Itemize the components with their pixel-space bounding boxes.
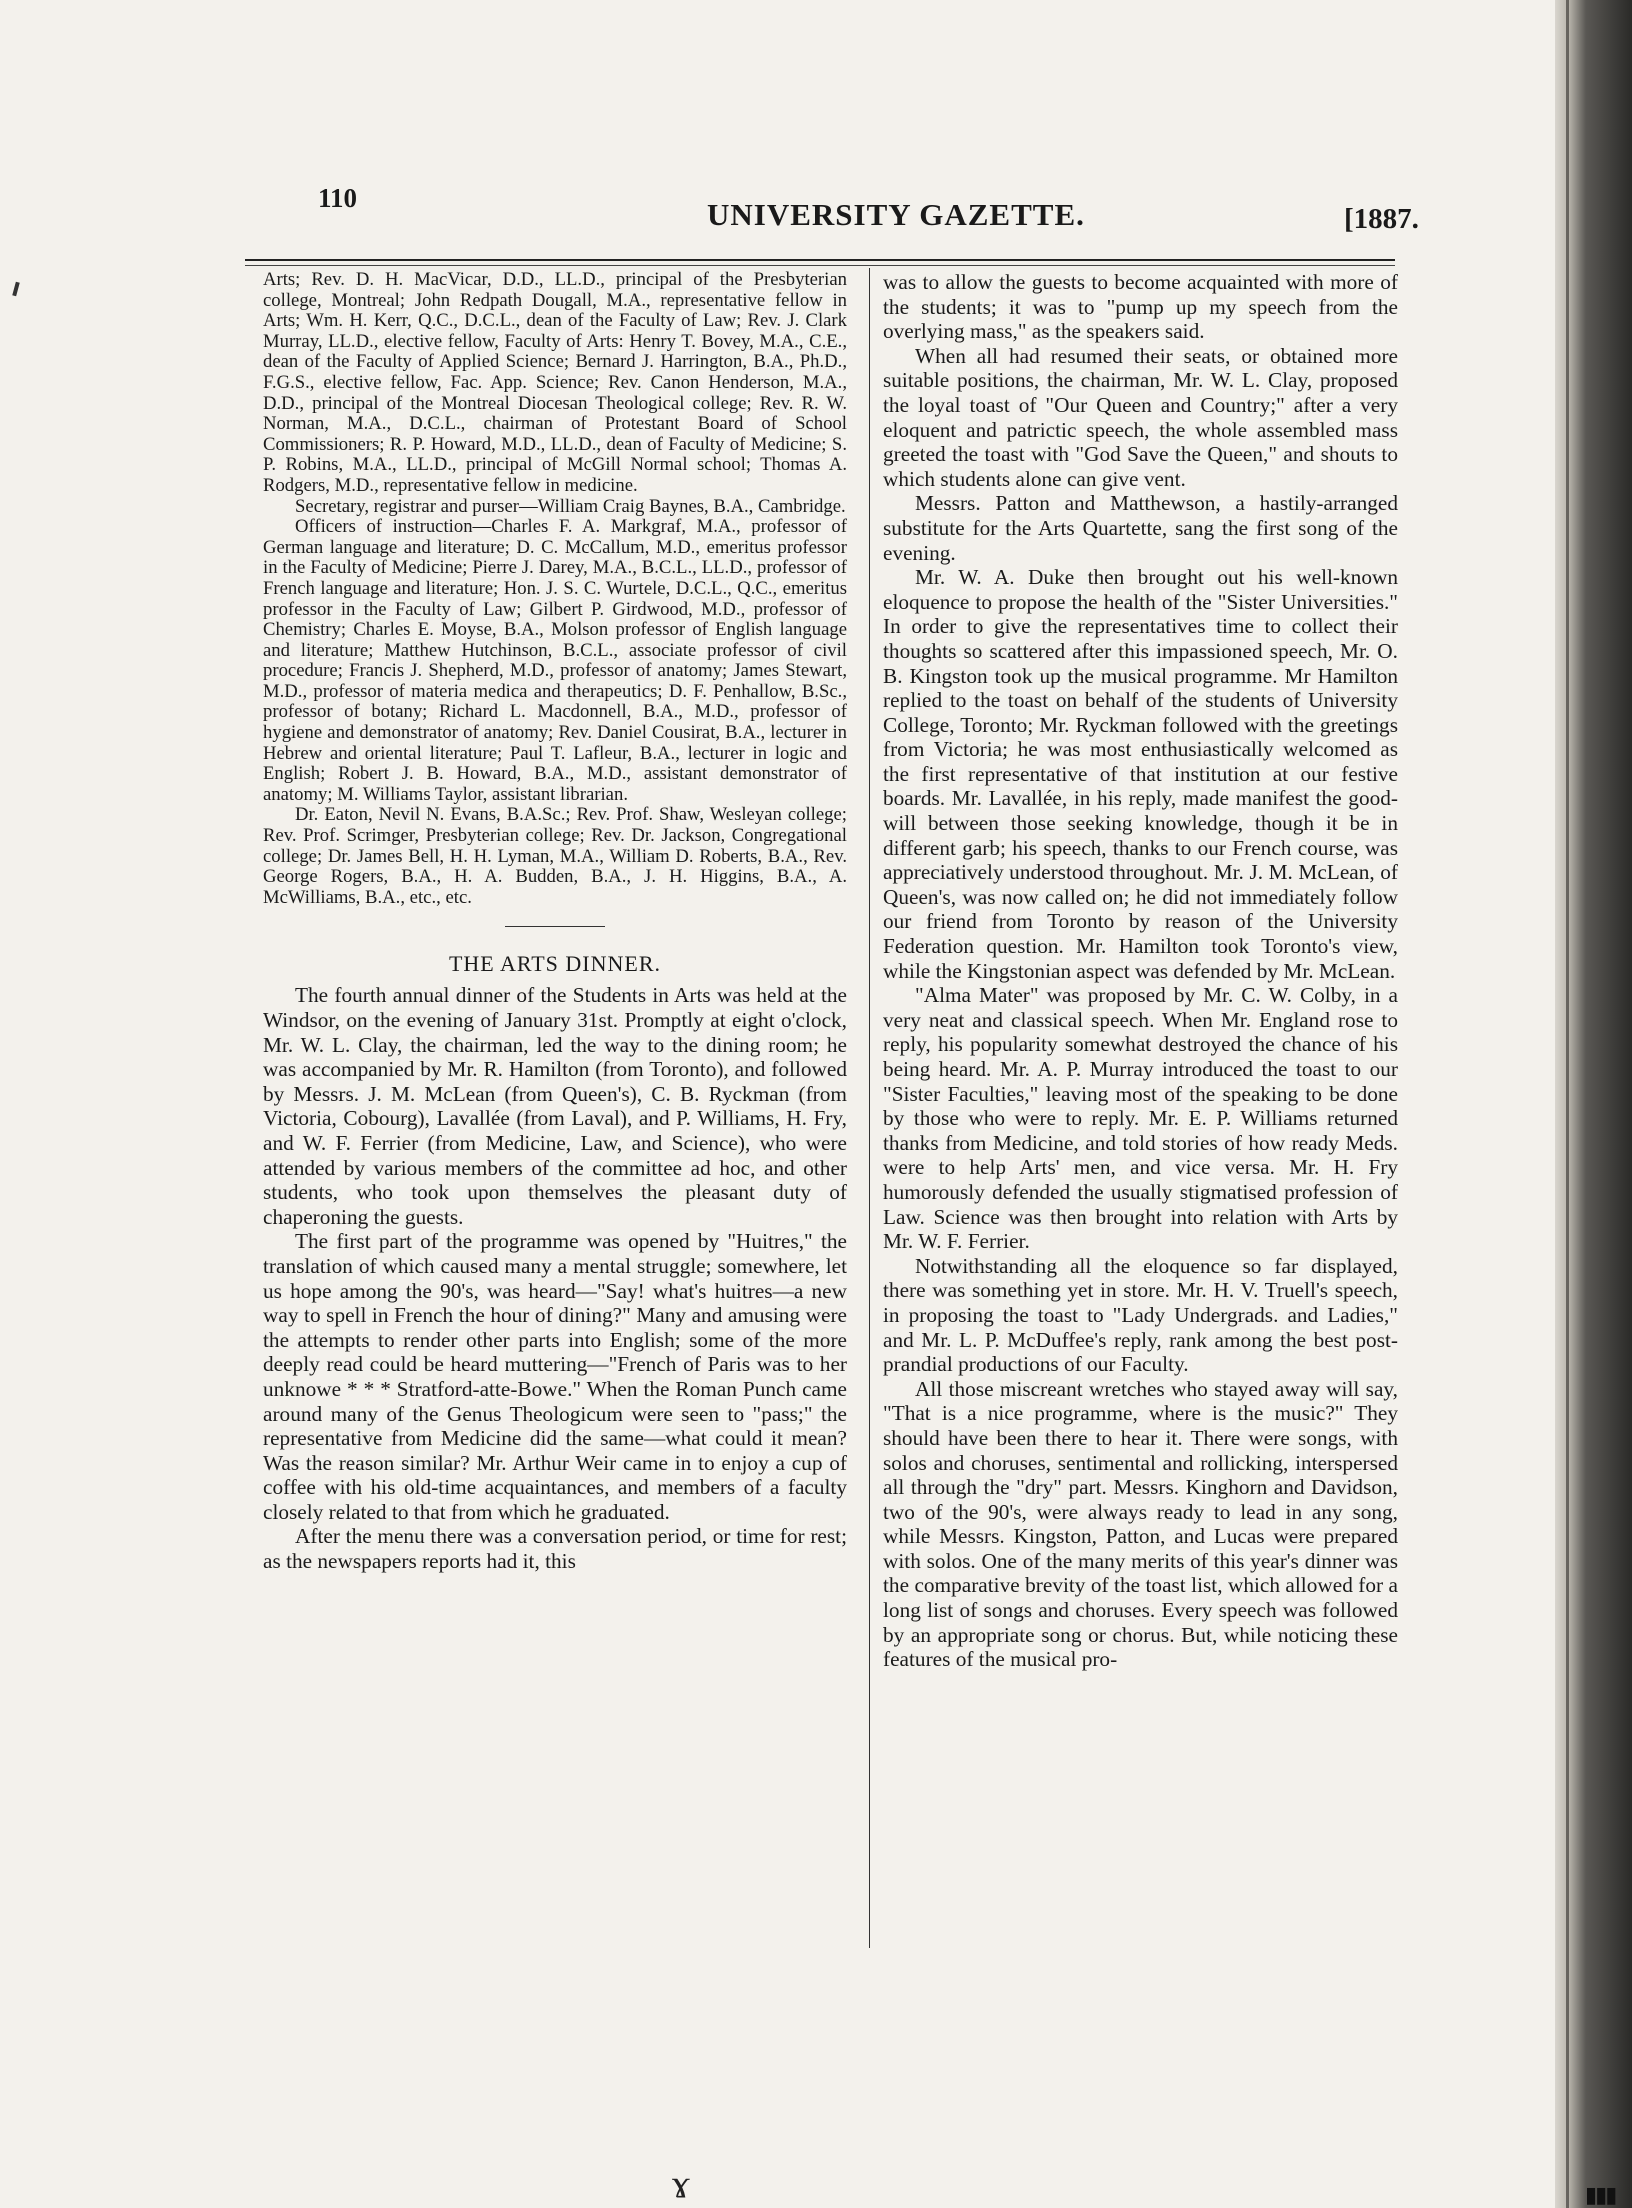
page-number: 110 bbox=[318, 183, 358, 213]
header-rule bbox=[245, 259, 1395, 261]
scan-fold-line bbox=[1566, 0, 1569, 2208]
running-title: UNIVERSITY GAZETTE. bbox=[707, 197, 1085, 232]
scan-corner-artifact: ▮▮▮ bbox=[1585, 2182, 1616, 2207]
running-year: [1887. bbox=[1344, 203, 1419, 235]
article-paragraph: Notwithstanding all the eloquence so far displayed, there was something yet in store. Mr. H. V. Truell's speech, in proposing the toast to "Lady Undergrads. and Ladies," and Mr. L. P. McDuffee's reply, rank among the best post-prandial productions of our Faculty. bbox=[883, 1253, 1398, 1377]
guest-list-paragraph: Dr. Eaton, Nevil N. Evans, B.A.Sc.; Rev. Prof. Shaw, Wesleyan college; Rev. Prof. Scrimger, Presbyterian college; Rev. Dr. Jackson, Congregational college; Dr. James Bell, H. H. Lyman, M.A., William D. Roberts, B.A., Rev. George Rogers, B.A., H. A. Budden, B.A., J. H. Higgins, B.A., A. McWilliams, B.A., etc., etc. bbox=[263, 804, 847, 908]
article-paragraph: The fourth annual dinner of the Students in Arts was held at the Windsor, on the evening of January 31st. Promptly at eight o'clock, Mr. W. L. Clay, the chairman, led the way to the dining room; he was accompanied by Mr. R. Hamilton (from Toronto), and followed by Messrs. J. M. McLean (from Queen's), C. B. Ryckman (from Victoria, Cobourg), Lavallée (from Laval), and P. Williams, H. Fry, and W. F. Ferrier (from Medicine, Law, and Science), who were attended by various members of the committee ad hoc, and other students, who took upon themselves the pleasant duty of chaperoning the guests. bbox=[263, 983, 847, 1229]
guest-list-paragraph: Officers of instruction—Charles F. A. Markgraf, M.A., professor of German language and literature; D. C. McCallum, M.D., emeritus professor in the Faculty of Medicine; Pierre J. Darey, M.A., B.C.L., LL.D., professor of French language and literature; Hon. J. S. C. Wurtele, D.C.L., Q.C., emeritus professor in the Faculty of Law; Gilbert P. Girdwood, M.D., professor of Chemistry; Charles E. Moyse, B.A., Molson professor of English language and literature; Matthew Hutchinson, B.C.L., associate professor of civil procedure; Francis J. Shepherd, M.D., professor of anatomy; James Stewart, M.D., professor of materia medica and therapeutics; D. F. Penhallow, B.Sc., professor of botany; Richard L. Macdonnell, B.A., M.D., professor of hygiene and demonstrator of anatomy; Rev. Daniel Cousirat, B.A., lecturer in Hebrew and oriental literature; Paul T. Lafleur, B.A., lecturer in logic and English; Robert J. B. Howard, B.A., M.D., assistant demonstrator of anatomy; M. Williams Taylor, assistant librarian. bbox=[263, 516, 847, 805]
article-paragraph: After the menu there was a conversation period, or time for rest; as the newspapers reports had it, this bbox=[263, 1524, 847, 1574]
column-divider bbox=[869, 268, 870, 1948]
guest-list-paragraph: Arts; Rev. D. H. MacVicar, D.D., LL.D., principal of the Presbyterian college, Montreal; John Redpath Dougall, M.A., representative fellow in Arts; Wm. H. Kerr, Q.C., D.C.L., dean of the Faculty of Law; Rev. J. Clark Murray, LL.D., elective fellow, Faculty of Arts: Henry T. Bovey, M.A., C.E., dean of the Faculty of Applied Science; Bernard J. Harrington, B.A., Ph.D., F.G.S., elective fellow, Fac. App. Science; Rev. Canon Henderson, M.A., D.D., principal of the Montreal Diocesan Theological college; Rev. R. W. Norman, M.A., D.C.L., chairman of Protestant Board of School Commissioners; R. P. Howard, M.D., LL.D., dean of Faculty of Medicine; S. P. Robins, M.A., LL.D., principal of McGill Normal school; Thomas A. Rodgers, M.D., representative fellow in medicine. bbox=[263, 269, 847, 496]
scan-speck bbox=[12, 282, 19, 297]
guest-list bbox=[263, 270, 847, 908]
article-heading: THE ARTS DINNER. bbox=[448, 951, 662, 977]
article-paragraph: "Alma Mater" was proposed by Mr. C. W. Colby, in a very neat and classical speech. When Mr. England rose to reply, his popularity somewhat destroyed the chance of his being heard. Mr. A. P. Murray introduced the toast to our "Sister Faculties," leaving most of the speaking to be done by those who were to reply. Mr. E. P. Williams returned thanks from Medicine, and told stories of how ready Meds. were to help Arts' men, and vice versa. Mr. H. Fry humorously defended the usually stigmatised profession of Law. Science was then brought into relation with Arts by Mr. W. F. Ferrier. bbox=[883, 983, 1398, 1254]
article-paragraph: All those miscreant wretches who stayed away will say, "That is a nice programme, where is the music?" They should have been there to hear it. There were songs, with solos and choruses, sentimental and rollicking, interspersed all through the "dry" part. Messrs. Kinghorn and Davidson, two of the 90's, were always ready to lead in any song, while Messrs. Kingston, Patton, and Lucas were prepared with solos. One of the many merits of this year's dinner was the comparative brevity of the toast list, which allowed for a long list of songs and choruses. Every speech was followed by an appropriate song or chorus. But, while noticing these features of the musical pro- bbox=[883, 1376, 1398, 1672]
article-paragraph: Messrs. Patton and Matthewson, a hastily-arranged substitute for the Arts Quartette, sang the first song of the evening. bbox=[883, 491, 1398, 565]
article-paragraph: The first part of the programme was opened by "Huitres," the translation of which caused many a mental struggle; somewhere, let us hope among the 90's, was heard—"Say! what's huitres—a new way to spell in French the hour of dining?" Many and amusing were the attempts to render other parts into English; some of the more deeply read could be heard muttering—"French of Paris was to her unknowe * * * Stratford-atte-Bowe." When the Roman Punch came around many of the Genus Theologicum were seen to "pass;" the representative from Medicine did the same—what could it mean? Was the reason similar? Mr. Arthur Weir came in to enjoy a cup of coffee with his old-time acquaintances, and members of a faculty closely related to that from which he graduated. bbox=[263, 1229, 847, 1524]
header-rule-thin bbox=[245, 265, 1395, 266]
article-paragraph: Mr. W. A. Duke then brought out his well-known eloquence to propose the health of the "Sister Universities." In order to give the representatives time to collect their thoughts so scattered after this impassioned speech, Mr. O. B. Kingston took up the musical programme. Mr Hamilton replied to the toast on behalf of the students of University College, Toronto; Mr. Ryckman followed with the greetings from Victoria; he was most enthusiastically welcomed as the first representative of that institution at our festive boards. Mr. Lavallée, in his reply, made manifest the good-will between those seeking knowledge, though it be in different garb; his speech, thanks to our French course, was appreciatively understood throughout. Mr. J. M. McLean, of Queen's, was now called on; he did not immediately follow our friend from Toronto by reason of the University Federation question. Mr. Hamilton took Toronto's view, while the Kingstonian aspect was defended by Mr. McLean. bbox=[883, 565, 1398, 983]
right-column bbox=[883, 270, 1398, 1672]
article-paragraph: was to allow the guests to become acquainted with more of the students; it was to "pump up my speech from the overlying mass," as the speakers said. bbox=[883, 270, 1398, 344]
left-column bbox=[263, 270, 847, 1574]
scan-artifact: ɤ bbox=[672, 2161, 690, 2206]
article-paragraph: When all had resumed their seats, or obtained more suitable positions, the chairman, Mr. W. L. Clay, proposed the loyal toast of "Our Queen and Country;" after a very eloquent and patrictic speech, the whole assembled mass greeted the toast with "God Save the Queen," and shouts to which students alone can give vent. bbox=[883, 343, 1398, 491]
section-divider bbox=[505, 926, 605, 927]
article-body-left bbox=[263, 983, 847, 1573]
guest-list-paragraph: Secretary, registrar and purser—William Craig Baynes, B.A., Cambridge. bbox=[295, 495, 846, 517]
